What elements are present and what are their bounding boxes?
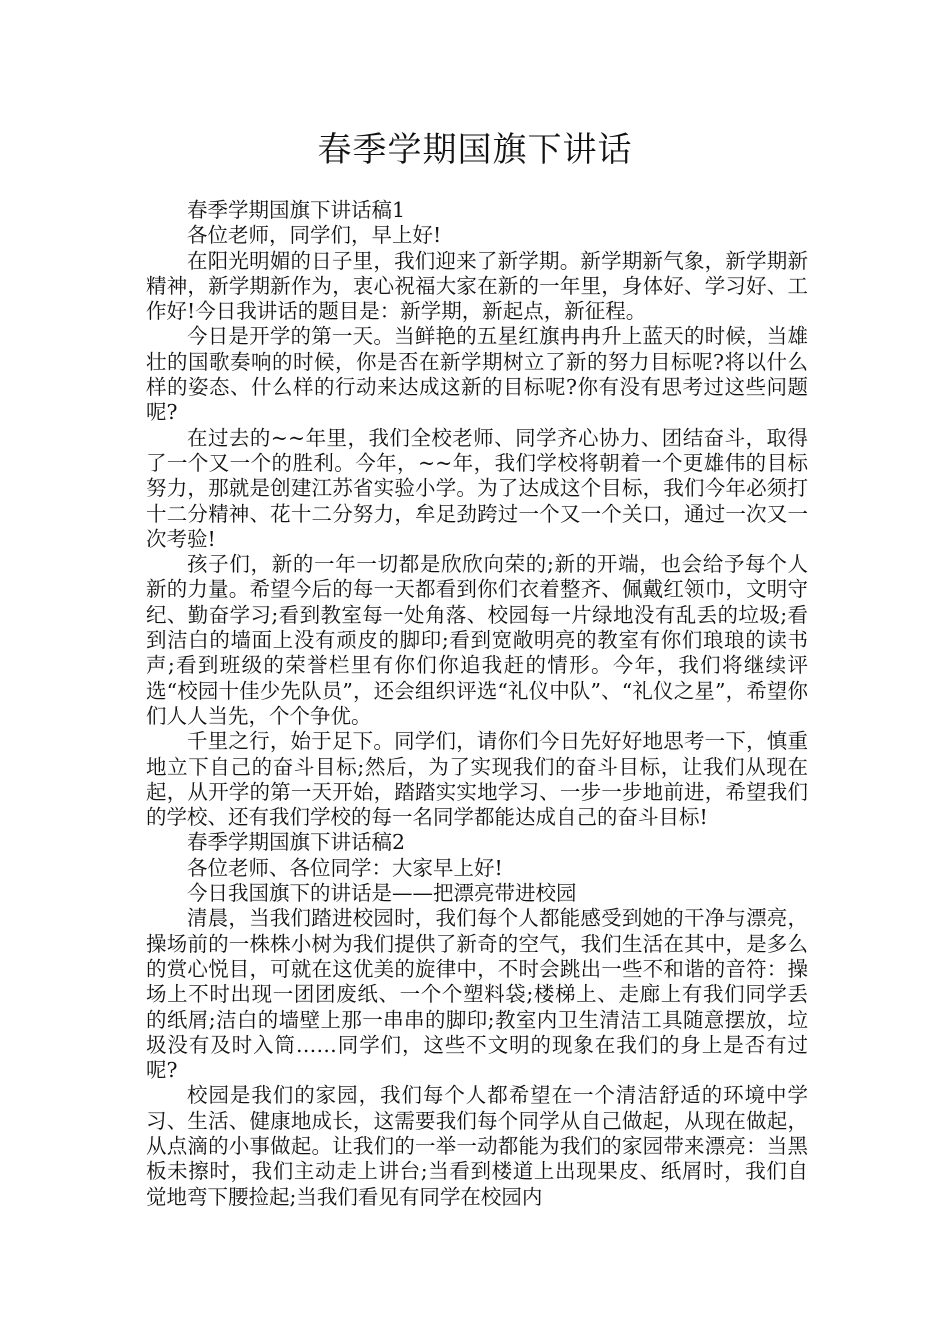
paragraph: 千里之行，始于足下。同学们，请你们今日先好好地思考一下，慎重地立下自己的奋斗目标;然后，为了实现我们的奋斗目标，让我们从现在起，从开学的第一天开始，踏踏实实地学习、一步一步地前进，希望我们的学校、还有我们学校的每一名同学都能达成自己的奋斗目标!	[146, 729, 808, 830]
paragraph: 校园是我们的家园，我们每个人都希望在一个清洁舒适的环境中学习、生活、健康地成长，这需要我们每个同学从自己做起，从现在做起，从点滴的小事做起。让我们的一举一动都能为我们的家园带来漂亮：当黑板未擦时，我们主动走上讲台;当看到楼道上出现果皮、纸屑时，我们自觉地弯下腰捡起;当我们看见有同学在校园内	[146, 1083, 808, 1209]
paragraph: 清晨，当我们踏进校园时，我们每个人都能感受到她的干净与漂亮，操场前的一株株小树为我们提供了新奇的空气，我们生活在其中，是多么的赏心悦目，可就在这优美的旋律中，不时会跳出一些不和谐的音符：操场上不时出现一团团废纸、一个个塑料袋;楼梯上、走廊上有我们同学丢的纸屑;洁白的墙壁上那一串串的脚印;教室内卫生清洁工具随意摆放，垃圾没有及时入筒……同学们，这些不文明的现象在我们的身上是否有过呢?	[146, 906, 808, 1083]
paragraph-heading-1: 春季学期国旗下讲话稿1	[187, 198, 406, 222]
paragraph: 在阳光明媚的日子里，我们迎来了新学期。新学期新气象，新学期新精神，新学期新作为，衷心祝福大家在新的一年里，身体好、学习好、工作好!今日我讲话的题目是：新学期，新起点，新征程。	[146, 248, 808, 324]
paragraph: 今日是开学的第一天。当鲜艳的五星红旗冉冉升上蓝天的时候，当雄壮的国歌奏响的时候，你是否在新学期树立了新的努力目标呢?将以什么样的姿态、什么样的行动来达成这新的目标呢?你有没有思考过这些问题呢?	[146, 324, 808, 425]
paragraph-heading-2: 春季学期国旗下讲话稿2	[187, 830, 406, 855]
document-body	[146, 198, 808, 1210]
paragraph-topic: 今日我国旗下的讲话是——把漂亮带进校园	[187, 881, 577, 906]
paragraph: 在过去的~~年里，我们全校老师、同学齐心协力、团结奋斗，取得了一个又一个的胜利。今年，~~年，我们学校将朝着一个更雄伟的目标努力，那就是创建江苏省实验小学。为了达成这个目标，我们今年必须打十二分精神、花十二分努力，牟足劲跨过一个又一个关口，通过一次又一次考验!	[146, 425, 808, 551]
document-title: 春季学期国旗下讲话	[317, 130, 633, 170]
paragraph-greeting-2: 各位老师、各位同学：大家早上好!	[187, 855, 503, 880]
paragraph-greeting-1: 各位老师，同学们，早上好!	[187, 223, 442, 248]
paragraph: 孩子们，新的一年一切都是欣欣向荣的;新的开端，也会给予每个人新的力量。希望今后的每一天都看到你们衣着整齐、佩戴红领巾，文明守纪、勤奋学习;看到教室每一处角落、校园每一片绿地没有乱丢的垃圾;看到洁白的墙面上没有顽皮的脚印;看到宽敞明亮的教室有你们琅琅的读书声;看到班级的荣誉栏里有你们你追我赶的情形。今年，我们将继续评选“校园十佳少先队员”，还会组织评选“礼仪中队”、“礼仪之星”，希望你们人人当先，个个争优。	[146, 552, 808, 728]
